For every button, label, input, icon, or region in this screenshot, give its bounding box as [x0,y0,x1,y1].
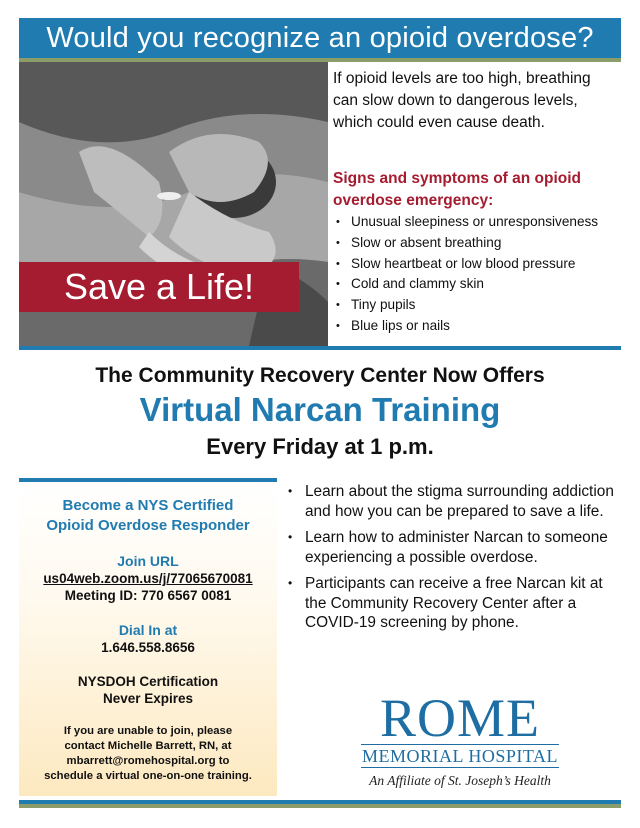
info-box [19,478,277,796]
schedule-heading: Every Friday at 1 p.m. [206,434,434,459]
contact-note-line: contact Michelle Barrett, RN, at [64,740,232,752]
join-url-label: Join URL [117,553,179,569]
signs-title: Signs and symptoms of an opioid overdose emergency: [333,170,582,209]
save-a-life-banner: Save a Life! [19,262,299,312]
list-item: • Tiny pupils [333,295,628,316]
certification-note [19,673,277,707]
logo-affiliate: An Affiliate of St. Joseph’s Health [369,773,551,788]
certification-heading-line: Become a NYS Certified [62,497,234,514]
dial-in-label: Dial In at [118,622,178,638]
training-heading: Virtual Narcan Training [139,391,501,428]
logo-name: ROME [379,688,540,748]
contact-note [19,724,277,784]
intro-text: If opioid levels are too high, breathing can slow down to dangerous levels, which could even cause death. [333,70,591,131]
contact-note-line: mbarrett@romehospital.org to [66,755,230,767]
list-item: • Learn how to administer Narcan to someone experiencing a possible overdose. [287,528,617,567]
learn-list [287,482,617,640]
signs-list [333,212,628,337]
list-item: • Slow heartbeat or low blood pressure [333,254,628,275]
contact-note-line: If you are unable to join, please [63,725,233,737]
certification-heading-line: Opioid Overdose Responder [46,517,250,534]
offers-heading: The Community Recovery Center Now Offers [95,364,545,387]
certification-note-line: NYSDOH Certification [77,674,219,689]
list-item: • Slow or absent breathing [333,233,628,254]
contact-note-line: schedule a virtual one-on-one training. [44,770,252,782]
logo-subtitle: MEMORIAL HOSPITAL [362,746,558,766]
dial-in-number: 1.646.558.8656 [101,640,195,655]
list-item: • Participants can receive a free Narcan kit at the Community Recovery Center after a COVID-19 screening by phone. [287,574,617,633]
page-title: Would you recognize an opioid overdose? [19,18,621,58]
list-item: • Cold and clammy skin [333,274,628,295]
section-divider [19,346,621,350]
footer-divider-olive [19,804,621,808]
certification-heading [19,496,277,536]
rome-memorial-logo [355,688,565,789]
join-url-link[interactable]: us04web.zoom.us/j/77065670081 [43,571,253,586]
list-item: • Unusual sleepiness or unresponsiveness [333,212,628,233]
meeting-id: Meeting ID: 770 6567 0081 [64,588,232,603]
certification-note-line: Never Expires [102,691,194,706]
list-item: • Blue lips or nails [333,316,628,337]
list-item: • Learn about the stigma surrounding addiction and how you can be prepared to save a life. [287,482,617,521]
